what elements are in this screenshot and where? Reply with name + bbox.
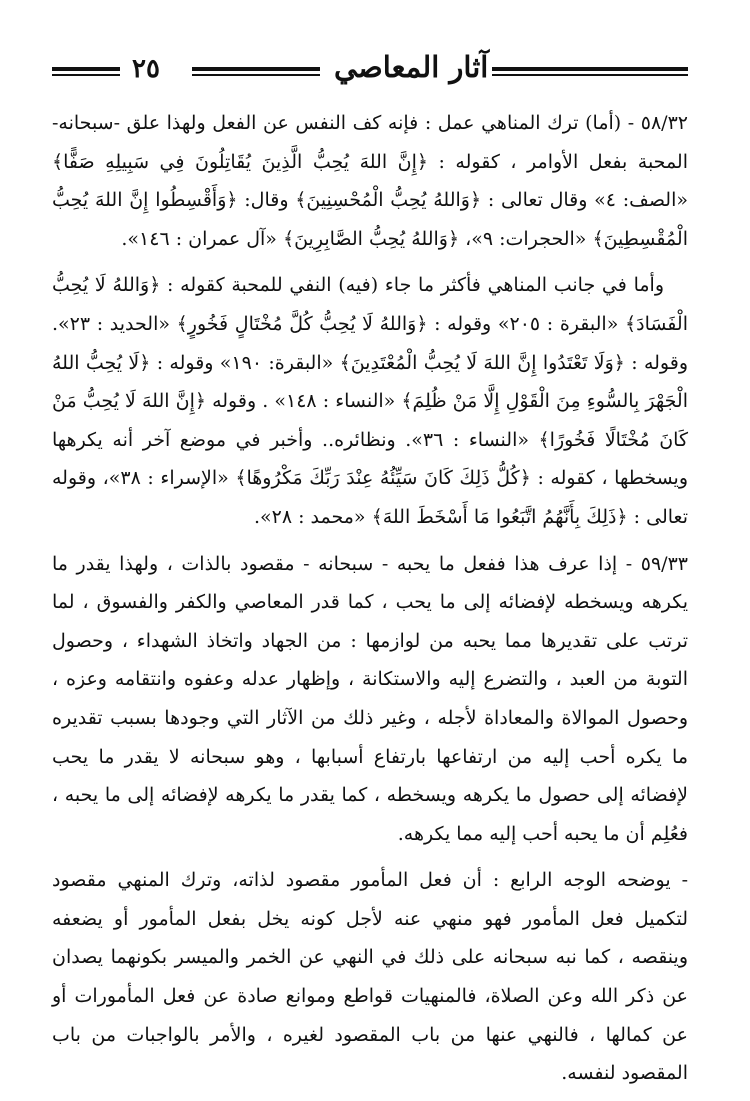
- page-number: ٢٥: [132, 54, 160, 84]
- paragraph-negation-of-love: وأما في جانب المناهي فأكثر ما جاء (فيه) النفي للمحبة كقوله : ﴿وَاللهُ لَا يُحِبُّ الْفَسَادَ﴾ «البقرة : ٢٠٥» وقوله : ﴿وَاللهُ لَا يُحِبُّ كُلَّ مُخْتَالٍ فَخُورٍ﴾ «الحديد : ٢٣». وقوله : ﴿وَلَا تَعْتَدُوا إِنَّ اللهَ لَا يُحِبُّ الْمُعْتَدِينَ﴾ «البقرة: ١٩٠» وقوله : ﴿لَا يُحِبُّ اللهُ الْجَهْرَ بِالسُّوءِ مِنَ الْقَوْلِ إِلَّا مَنْ ظُلِمَ﴾ «النساء : ١٤٨» . وقوله ﴿إِنَّ اللهَ لَا يُحِبُّ مَنْ كَانَ مُخْتَالًا فَخُورًا﴾ «النساء : ٣٦». ونظائره.. وأخبر في موضع آخر أنه يكرهها ويسخطها ، كقوله : ﴿كُلُّ ذَلِكَ كَانَ سَيِّئُهُ عِنْدَ رَبِّكَ مَكْرُوهًا﴾ «الإسراء : ٣٨»، وقوله تعالى : ﴿ذَلِكَ بِأَنَّهُمُ اتَّبَعُوا مَا أَسْخَطَ اللهَ﴾ «محمد : ٢٨».: [52, 274, 688, 528]
- paragraph-59-33: ٥٩/٣٣ - إذا عرف هذا ففعل ما يحبه - سبحانه - مقصود بالذات ، ولهذا يقدر ما يكرهه ويسخطه لإفضائه إلى ما يحب ، كما قدر المعاصي والكفر والفسوق ، لما ترتب على تقديرها مما يحبه من لوازمها : من الجهاد واتخاذ الشهداء ، وحصول التوبة من العبد ، والتضرع إليه والاستكانة ، وإظهار عدله وعفوه وانتقامه وعزه ، وحصول الموالاة والمعاداة لأجله ، وغير ذلك من الآثار التي وجودها بسبب تقديره ما يكره أحب إليه من ارتفاعها بارتفاع أسبابها ، وهو سبحانه لا يقدر ما يحب لإفضائه إلى حصول ما يكرهه ويسخطه ، كما يقدر ما يكرهه لإفضائه إلى ما يحبه ، فعُلِم أن ما يحبه أحب إليه مما يكرهه.: [52, 552, 688, 845]
- page-body: [52, 104, 688, 1101]
- paragraph-58-32: ٥٨/٣٢ - (أما) ترك المناهي عمل : فإنه كف النفس عن الفعل ولهذا علق -سبحانه- المحبة بفعل الأوامر ، كقوله : ﴿إِنَّ اللهَ يُحِبُّ الَّذِينَ يُقَاتِلُونَ فِي سَبِيلِهِ صَفًّا﴾ «الصف: ٤» وقال تعالى : ﴿وَاللهُ يُحِبُّ الْمُحْسِنِينَ﴾ وقال: ﴿وَأَقْسِطُوا إِنَّ اللهَ يُحِبُّ الْمُقْسِطِينَ﴾ «الحجرات: ٩»، ﴿وَاللهُ يُحِبُّ الصَّابِرِينَ﴾ «آل عمران : ١٤٦».: [52, 112, 688, 250]
- running-title: آثار المعاصي: [334, 50, 489, 84]
- header-rule-middle: [192, 67, 320, 76]
- page-header: [52, 50, 688, 94]
- header-rule-right: [492, 67, 688, 76]
- paragraph-fourth-aspect: - يوضحه الوجه الرابع : أن فعل المأمور مقصود لذاته، وترك المنهي مقصود لتكميل فعل المأمور فهو منهي عنه لأجل كونه يخل بفعل المأمور أو يضعفه وينقصه ، كما نبه سبحانه على ذلك في النهي عن الخمر والميسر بكونهما يصدان عن ذكر الله وعن الصلاة، فالمنهيات قواطع وموانع صادة عن فعل المأمورات أو عن كمالها ، فالنهي عنها من باب المقصود لغيره ، والأمر بالواجبات من باب المقصود لنفسه.: [52, 869, 688, 1085]
- header-rule-left: [52, 67, 120, 76]
